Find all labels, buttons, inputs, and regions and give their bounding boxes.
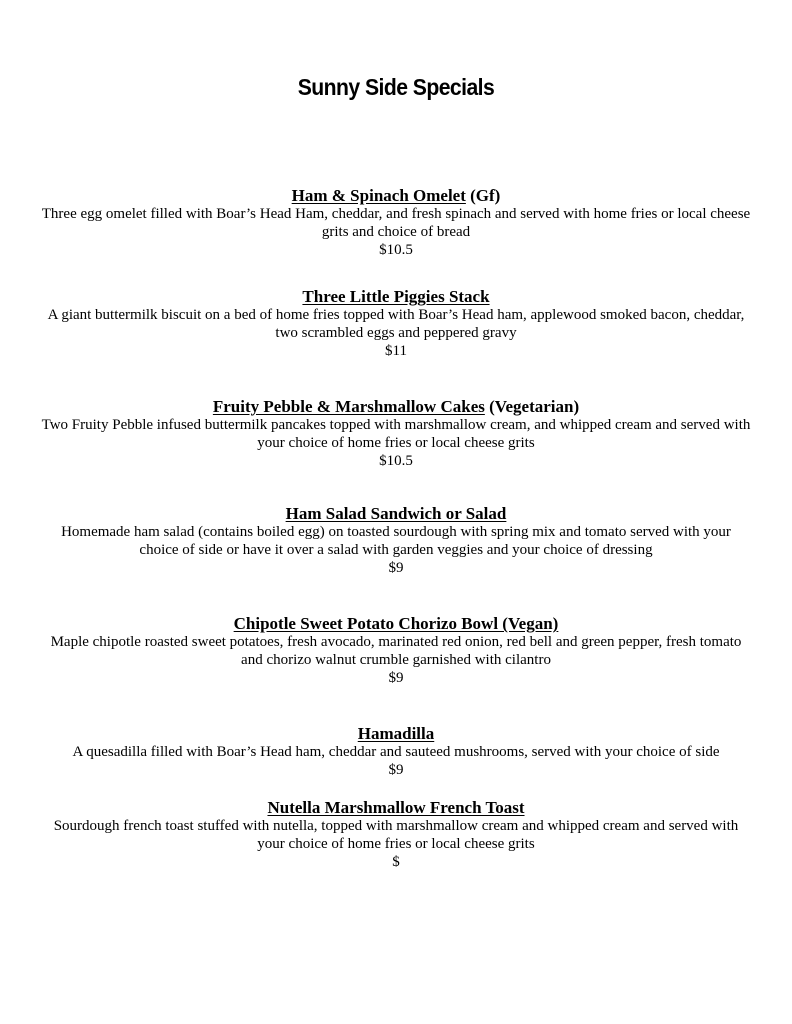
item-tag: (Vegetarian) <box>484 397 580 416</box>
item-price: $9 <box>388 670 404 686</box>
item-price: $10.5 <box>379 242 413 258</box>
item-description: Two Fruity Pebble infused buttermilk pancakes topped with marshmallow cream, and whipped cream and served with your choice of home fries or local cheese grits <box>41 417 751 451</box>
item-price: $ <box>392 854 400 870</box>
item-description: Sourdough french toast stuffed with nutella, topped with marshmallow cream and whipped cream and served with your choice of home fries or local cheese grits <box>53 818 739 852</box>
item-tag: (Gf) <box>465 186 501 205</box>
item-description: A giant buttermilk biscuit on a bed of home fries topped with Boar’s Head ham, applewood smoked bacon, cheddar, two scrambled eggs and peppered gravy <box>47 307 745 341</box>
item-heading <box>40 186 752 205</box>
item-description: Three egg omelet filled with Boar’s Head Ham, cheddar, and fresh spinach and served with home fries or local cheese grits and choice of bread <box>41 206 751 240</box>
item-name: Ham & Spinach Omelet <box>291 186 466 205</box>
item-heading <box>40 397 752 416</box>
item-price: $11 <box>385 343 407 359</box>
menu-item <box>40 397 752 470</box>
menu-item <box>40 287 752 360</box>
item-description: A quesadilla filled with Boar’s Head ham, cheddar and sauteed mushrooms, served with your choice of side <box>72 744 720 760</box>
item-heading <box>40 614 752 633</box>
menu-item <box>40 614 752 687</box>
menu-item <box>40 504 752 577</box>
item-name: Chipotle Sweet Potato Chorizo Bowl (Vegan) <box>233 614 559 633</box>
item-heading <box>40 287 752 306</box>
menu-item <box>40 724 752 779</box>
page-title: Sunny Side Specials <box>297 74 495 100</box>
item-name: Three Little Piggies Stack <box>302 287 490 306</box>
item-name: Fruity Pebble & Marshmallow Cakes <box>212 397 485 416</box>
item-description: Maple chipotle roasted sweet potatoes, fresh avocado, marinated red onion, red bell and green pepper, fresh tomato and chorizo walnut crumble garnished with cilantro <box>50 634 742 668</box>
item-name: Ham Salad Sandwich or Salad <box>285 504 507 523</box>
item-heading <box>40 798 752 817</box>
item-price: $9 <box>388 762 404 778</box>
item-price: $10.5 <box>379 453 413 469</box>
item-heading <box>40 504 752 523</box>
item-heading <box>40 724 752 743</box>
item-name: Hamadilla <box>357 724 435 743</box>
item-price: $9 <box>388 560 404 576</box>
item-name: Nutella Marshmallow French Toast <box>267 798 525 817</box>
menu-item <box>40 186 752 259</box>
item-description: Homemade ham salad (contains boiled egg) on toasted sourdough with spring mix and tomato served with your choice of side or have it over a salad with garden veggies and your choice of dressing <box>61 524 731 558</box>
menu-item <box>40 798 752 871</box>
